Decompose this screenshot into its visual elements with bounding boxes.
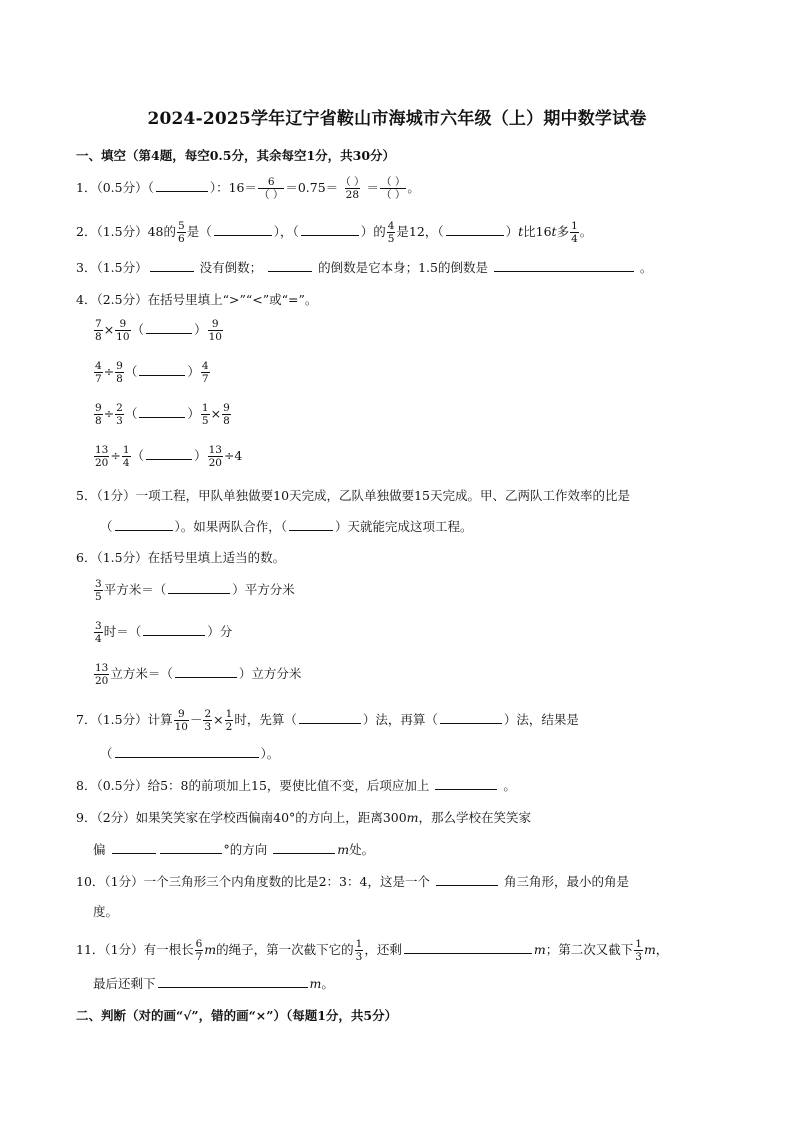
conversion-row-2: $\frac{3}{4}$ 时＝（ ）分 <box>95 620 233 645</box>
question-7: 7．（1.5分）计算 $\frac{9}{10}$ － $\frac{2}{3}$ × $\frac{1}{2}$ 时，先算（ ）法，再算（ ）法，结果是 <box>76 708 579 733</box>
comparison-row-2: $\frac{4}{7}$ ÷ $\frac{9}{8}$ （ ） $\frac{4}{7}$ <box>95 360 209 385</box>
question-9-line-2: 偏 °的方向 m处。 <box>93 842 375 857</box>
question-1: 1．（0.5分）（ ）：16＝ $\frac{6}{( )}$ ＝0.75＝ $\frac{( )}{28}$ ＝ $\frac{( )}{( )}$ 。 <box>76 176 420 201</box>
answer-blank[interactable] <box>168 581 230 594</box>
page-title: 2024-2025学年辽宁省鞍山市海城市六年级（上）期中数学试卷 <box>147 109 647 129</box>
question-9: 9．（2分）如果笑笑家在学校西偏南40°的方向上，距离300m，那么学校在笑笑家 <box>76 810 532 825</box>
answer-blank[interactable] <box>146 447 192 460</box>
answer-blank[interactable] <box>143 623 205 636</box>
fraction: $\frac{( )}{( )}$ <box>381 176 406 201</box>
answer-blank[interactable] <box>268 259 312 272</box>
question-10: 10．（1分）一个三角形三个内角度数的比是2：3：4，这是一个 角三角形，最小的角是 <box>76 874 629 889</box>
conversion-row-3: $\frac{13}{20}$ 立方米＝（ ）立方分米 <box>95 662 302 687</box>
section-heading-fill: 一、填空（第4题，每空0.5分，其余每空1分，共30分） <box>76 148 396 163</box>
answer-blank[interactable] <box>175 665 237 678</box>
question-10-line-2: 度。 <box>93 904 119 919</box>
answer-blank[interactable] <box>440 711 502 724</box>
answer-blank[interactable] <box>146 321 192 334</box>
fraction: $\frac{5}{6}$ <box>178 220 185 245</box>
fraction: $\frac{4}{5}$ <box>387 220 395 245</box>
question-6: 6．（1.5分）在括号里填上适当的数。 <box>76 550 286 565</box>
section-heading-judge: 二、判断（对的画“√”，错的画“×”）（每题1分，共5分） <box>76 1008 398 1023</box>
answer-blank[interactable] <box>115 745 259 758</box>
answer-blank[interactable] <box>494 259 634 272</box>
question-7-line-2: （ ）。 <box>100 746 280 761</box>
answer-blank[interactable] <box>214 223 272 236</box>
answer-blank[interactable] <box>139 405 185 418</box>
question-11: 11．（1分）有一根长 $\frac{6}{7}$ m的绳子，第一次截下它的 $\frac{1}{3}$ ，还剩 m；第二次又截下 $\frac{1}{3}$ m， <box>76 938 669 963</box>
answer-blank[interactable] <box>160 841 222 854</box>
comparison-row-3: $\frac{9}{8}$ ÷ $\frac{2}{3}$ （ ） $\frac{1}{5}$ × $\frac{9}{8}$ <box>95 402 230 427</box>
answer-blank[interactable] <box>299 711 361 724</box>
answer-blank[interactable] <box>301 223 359 236</box>
question-2: 2．（1.5分）48的 $\frac{5}{6}$ 是（ ），（ ）的 $\frac{4}{5}$ 是12，（ ）t比16t多 $\frac{1}{4}$ 。 <box>76 220 593 245</box>
comparison-row-4: $\frac{13}{20}$ ÷ $\frac{1}{4}$ （ ） $\frac{13}{20}$ ÷4 <box>95 444 243 469</box>
answer-blank[interactable] <box>115 518 173 531</box>
fraction: $\frac{( )}{28}$ <box>340 176 365 201</box>
question-8: 8．（0.5分）给5：8的前项加上15，要使比值不变，后项应加上 。 <box>76 778 516 793</box>
answer-blank[interactable] <box>139 363 185 376</box>
answer-blank[interactable] <box>404 941 532 954</box>
fraction: $\frac{1}{4}$ <box>571 220 578 245</box>
answer-blank[interactable] <box>436 873 498 886</box>
conversion-row-1: $\frac{3}{5}$ 平方米＝（ ）平方分米 <box>95 578 295 603</box>
answer-blank[interactable] <box>435 777 497 790</box>
answer-blank[interactable] <box>158 975 308 988</box>
answer-blank[interactable] <box>289 518 333 531</box>
fraction: $\frac{6}{( )}$ <box>259 176 284 201</box>
comparison-row-1: $\frac{7}{8}$ × $\frac{9}{10}$ （ ） $\frac{9}{10}$ <box>95 318 222 343</box>
answer-blank[interactable] <box>156 179 208 192</box>
question-3: 3．（1.5分） 没有倒数； 的倒数是它本身；1.5的倒数是 。 <box>76 260 653 275</box>
answer-blank[interactable] <box>150 259 194 272</box>
answer-blank[interactable] <box>112 841 156 854</box>
answer-blank[interactable] <box>273 841 335 854</box>
question-5: 5．（1分）一项工程，甲队单独做要10天完成，乙队单独做要15天完成。甲、乙两队工作效率的比是 <box>76 488 630 503</box>
answer-blank[interactable] <box>446 223 504 236</box>
question-5-line-2: （ ）。如果两队合作，（ ）天就能完成这项工程。 <box>100 519 473 534</box>
question-11-line-2: 最后还剩下 m。 <box>93 976 334 991</box>
question-4: 4．（2.5分）在括号里填上“>”“<”或“=”。 <box>76 292 318 307</box>
